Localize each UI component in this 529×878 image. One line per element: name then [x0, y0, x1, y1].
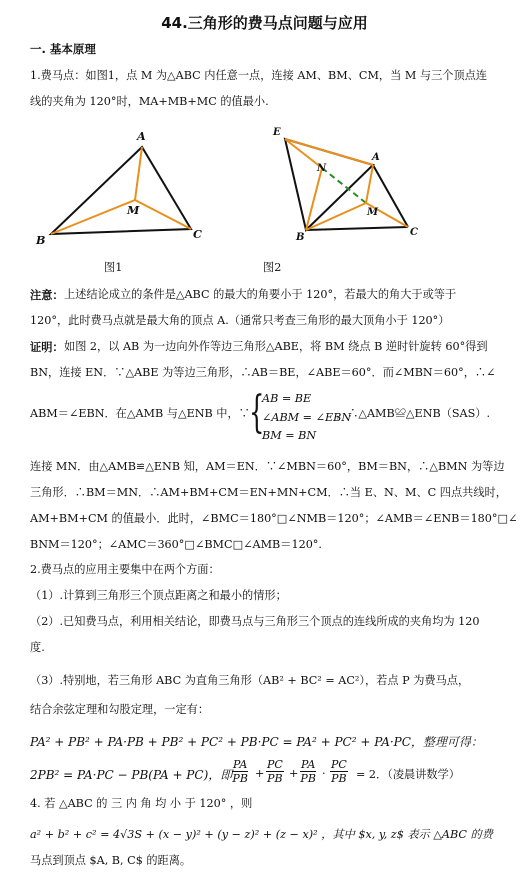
system-eq-3: BM = BN — [262, 429, 317, 442]
fig1-label-c: C — [193, 227, 202, 241]
equation-2-left: 2PB² = PA·PC − PB(PA + PC)，即 — [30, 768, 233, 782]
fraction-1: $\frac{PA}{PB}$ — [232, 758, 248, 785]
fraction-4: $\frac{PC}{PB}$ — [331, 758, 347, 785]
system-eq-1: AB = BE — [262, 392, 312, 405]
fig1-label-a: A — [137, 129, 146, 143]
fig2-label-n: N — [317, 163, 327, 174]
dot-sign: · — [322, 767, 326, 780]
proof-line-6: AM+BM+CM 的值最小．此时，∠BMC＝180°□∠NMB＝120°；∠AMB＝∠ENB＝180°□∠ — [30, 512, 518, 525]
note-line-1: 上述结论成立的条件是△ABC 的最大的角要小于 120°，若最大的角大于或等于 — [64, 288, 457, 301]
proof-line-5: 三角形．∴BM＝MN．∴AM+BM+CM＝EN+MN+CM．∴当 E、N、M、C 四点共线时， — [30, 486, 507, 499]
item-2-line-2: 度. — [30, 641, 45, 654]
fig1-label-m: M — [127, 203, 140, 217]
fig1-label-b: B — [36, 233, 46, 247]
fig2-label-c: C — [410, 227, 418, 238]
proof-line-7: BNM＝120°；∠AMC＝360°□∠BMC□∠AMB＝120°. — [30, 538, 322, 551]
fig2-label-e: E — [273, 127, 281, 138]
proof-line-2: BN，连接 EN．∵△ABE 为等边三角形，∴AB＝BE，∠ABE＝60°．而∠MBN＝60°，∴∠ — [30, 366, 496, 379]
proof-line-3: ABM＝∠EBN．在△AMB 与△ENB 中，∵ — [30, 407, 250, 420]
fraction-2: $\frac{PC}{PB}$ — [267, 758, 283, 785]
note-line-2: 120°，此时费马点就是最大角的顶点 A.（通常只考查三角形的最大顶角小于 120°） — [30, 314, 450, 327]
plus-sign-2: + — [289, 767, 299, 780]
note-label: 注意： — [30, 288, 64, 302]
paragraph-1-line-1: 1.费马点：如图1，点 M 为△ABC 内任意一点，连接 AM、BM、CM，当 M 与三个顶点连 — [30, 69, 488, 82]
fig2-label-a: A — [372, 152, 380, 163]
plus-sign-1: + — [255, 767, 265, 780]
fig2-caption: 图2 — [263, 261, 282, 274]
paragraph-4-equation: a² + b² + c² = 4√3S + (x − y)² + (y − z)² + (z − x)² ，其中 $x, y, z$ 表示 △ABC 的费 — [30, 828, 493, 841]
fig2-label-b: B — [296, 232, 305, 243]
system-brace: { — [249, 387, 265, 438]
item-3-line-1: （3）.特别地，若三角形 ABC 为直角三角形（AB² + BC² = AC²），若点 P 为费马点， — [30, 674, 470, 687]
paragraph-4: 4. 若 △ABC 的 三 内 角 均 小 于 120° ，则 — [30, 797, 253, 810]
proof-line-4: 连接 MN．由△AMB≌△ENB 知，AM＝EN．∵∠MBN＝60°，BM＝BN，∴△BMN 为等边 — [30, 460, 505, 473]
item-1: （1）.计算到三角形三个顶点距离之和最小的情形； — [30, 589, 287, 602]
fraction-3: $\frac{PA}{PB}$ — [300, 758, 316, 785]
proof-line-3-end: ，∴△AMB≌△ENB（SAS）. — [336, 407, 491, 420]
fig1-caption: 图1 — [104, 261, 123, 274]
paragraph-2: 2.费马点的应用主要集中在两个方面： — [30, 563, 220, 576]
paragraph-4-end: 马点到顶点 $A, B, C$ 的距离。 — [30, 854, 192, 867]
paragraph-1-line-2: 线的夹角为 120°时，MA+MB+MC 的值最小. — [30, 95, 269, 108]
system-eq-2: ∠ABM = ∠EBN — [262, 411, 352, 424]
section-heading: 一. 基本原理 — [30, 42, 96, 56]
item-2-line-1: （2）.已知费马点，利用相关结论，即费马点与三角形三个顶点的连线所成的夹角均为 120 — [30, 615, 480, 628]
equation-1: PA² + PB² + PA·PB + PB² + PC² + PB·PC = PA² + PC² + PA·PC，整理可得： — [30, 735, 483, 749]
proof-line-1: 如图 2，以 AB 为一边向外作等边三角形△ABE，将 BM 绕点 B 逆时针旋转 60°得到 — [64, 340, 488, 353]
page-title: 44.三角形的费马点问题与应用 — [161, 14, 368, 32]
proof-label: 证明： — [30, 340, 64, 354]
item-3-line-2: 结合余弦定理和勾股定理，一定有： — [30, 703, 210, 716]
equation-2-right: = 2．（凌晨讲数学） — [356, 768, 460, 781]
fig2-label-m: M — [367, 207, 379, 218]
